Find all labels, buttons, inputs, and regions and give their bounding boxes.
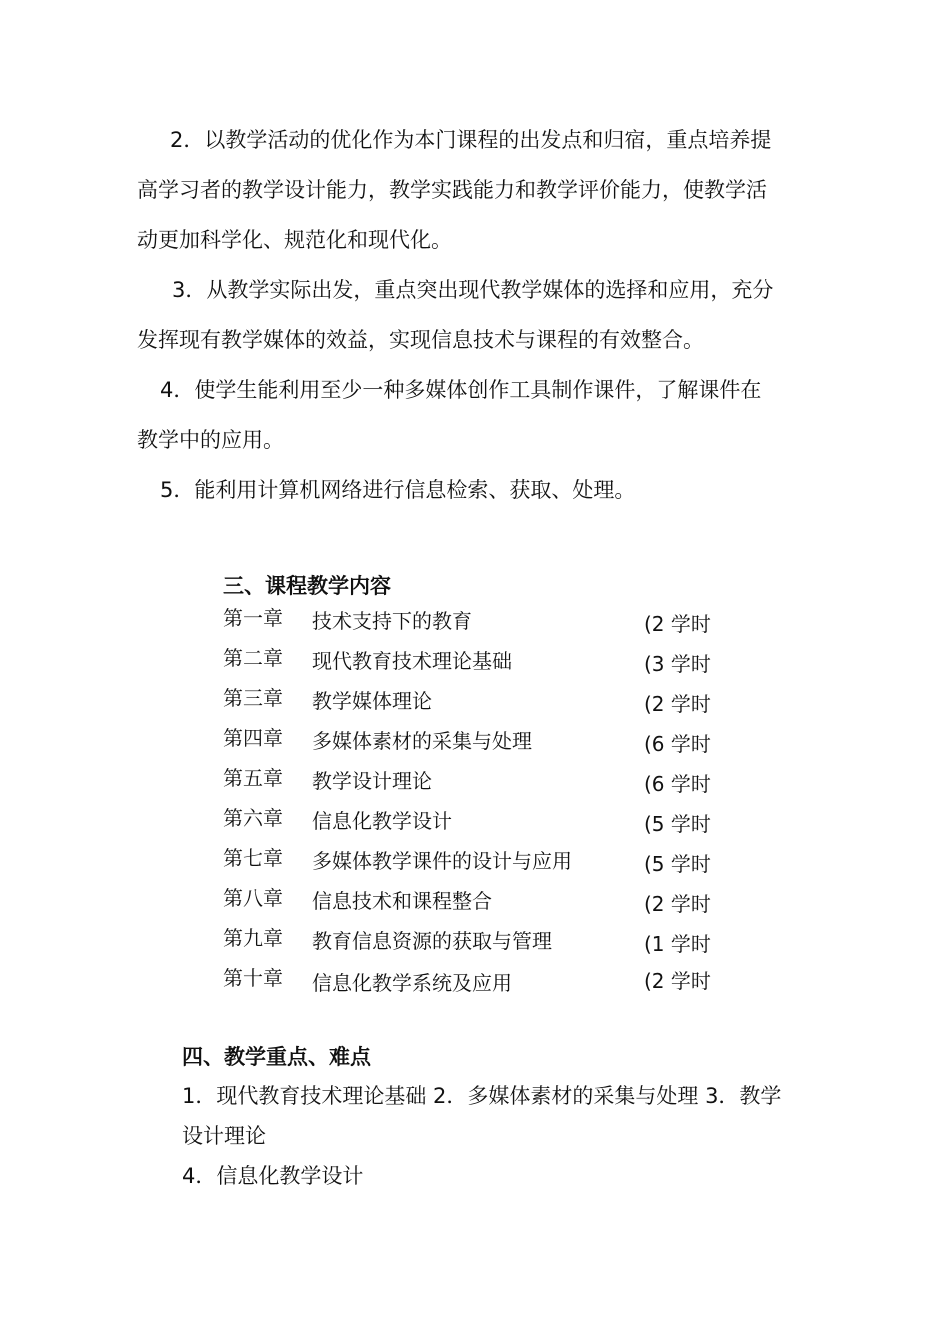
chapter-label: 第十章 [223, 966, 283, 990]
chapter-label: 第六章 [223, 806, 283, 830]
chapter-row [223, 646, 743, 686]
objective-4-line-1: 4．使学生能利用至少一种多媒体创作工具制作课件，了解课件在 [160, 378, 762, 402]
objective-2-line-1: 2．以教学活动的优化作为本门课程的出发点和归宿，重点培养提 [170, 128, 772, 152]
chapter-hours: (2 学时 [644, 692, 711, 716]
chapter-label: 第九章 [223, 926, 283, 950]
chapter-title: 信息技术和课程整合 [312, 889, 492, 913]
chapter-label: 第五章 [223, 766, 283, 790]
chapter-row [223, 846, 743, 886]
objective-2-line-3: 动更加科学化、规范化和现代化。 [137, 228, 452, 252]
chapter-title: 教学媒体理论 [312, 689, 432, 713]
chapter-hours: (6 学时 [644, 772, 711, 796]
chapter-row [223, 806, 743, 846]
chapter-row [223, 766, 743, 806]
chapter-label: 第二章 [223, 646, 283, 670]
key-points-line-1: 1．现代教育技术理论基础 2．多媒体素材的采集与处理 3．教学 [182, 1084, 782, 1108]
chapter-row [223, 726, 743, 766]
chapter-row [223, 606, 743, 646]
chapter-row [223, 966, 743, 1006]
chapter-label: 第四章 [223, 726, 283, 750]
chapter-hours: (5 学时 [644, 812, 711, 836]
chapter-label: 第七章 [223, 846, 283, 870]
chapter-title: 教学设计理论 [312, 769, 432, 793]
chapter-title: 教育信息资源的获取与管理 [312, 929, 552, 953]
chapter-hours: (2 学时 [644, 969, 711, 993]
section-4-heading: 四、教学重点、难点 [182, 1045, 371, 1069]
chapter-hours: (3 学时 [644, 652, 711, 676]
chapter-label: 第一章 [223, 606, 283, 630]
chapter-hours: (5 学时 [644, 852, 711, 876]
chapter-title: 多媒体素材的采集与处理 [312, 729, 532, 753]
section-3-heading: 三、课程教学内容 [223, 574, 391, 598]
chapter-row [223, 686, 743, 726]
chapter-hours: (1 学时 [644, 932, 711, 956]
chapter-label: 第三章 [223, 686, 283, 710]
chapter-title: 多媒体教学课件的设计与应用 [312, 849, 572, 873]
chapter-hours: (6 学时 [644, 732, 711, 756]
key-points-line-3: 4．信息化教学设计 [182, 1164, 364, 1188]
chapter-row [223, 886, 743, 926]
objective-4-line-2: 教学中的应用。 [137, 428, 284, 452]
chapter-hours: (2 学时 [644, 612, 711, 636]
objective-3-line-1: 3．从教学实际出发，重点突出现代教学媒体的选择和应用，充分 [172, 278, 774, 302]
objective-2-line-2: 高学习者的教学设计能力，教学实践能力和教学评价能力，使教学活 [137, 178, 767, 202]
chapter-title: 信息化教学设计 [312, 809, 452, 833]
objective-5-line-1: 5．能利用计算机网络进行信息检索、获取、处理。 [160, 478, 636, 502]
chapter-hours: (2 学时 [644, 892, 711, 916]
chapter-title: 技术支持下的教育 [312, 609, 472, 633]
objective-3-line-2: 发挥现有教学媒体的效益，实现信息技术与课程的有效整合。 [137, 328, 704, 352]
chapter-row [223, 926, 743, 966]
chapter-label: 第八章 [223, 886, 283, 910]
chapter-title: 现代教育技术理论基础 [312, 649, 512, 673]
chapter-title: 信息化教学系统及应用 [312, 971, 512, 995]
key-points-line-2: 设计理论 [182, 1124, 266, 1148]
